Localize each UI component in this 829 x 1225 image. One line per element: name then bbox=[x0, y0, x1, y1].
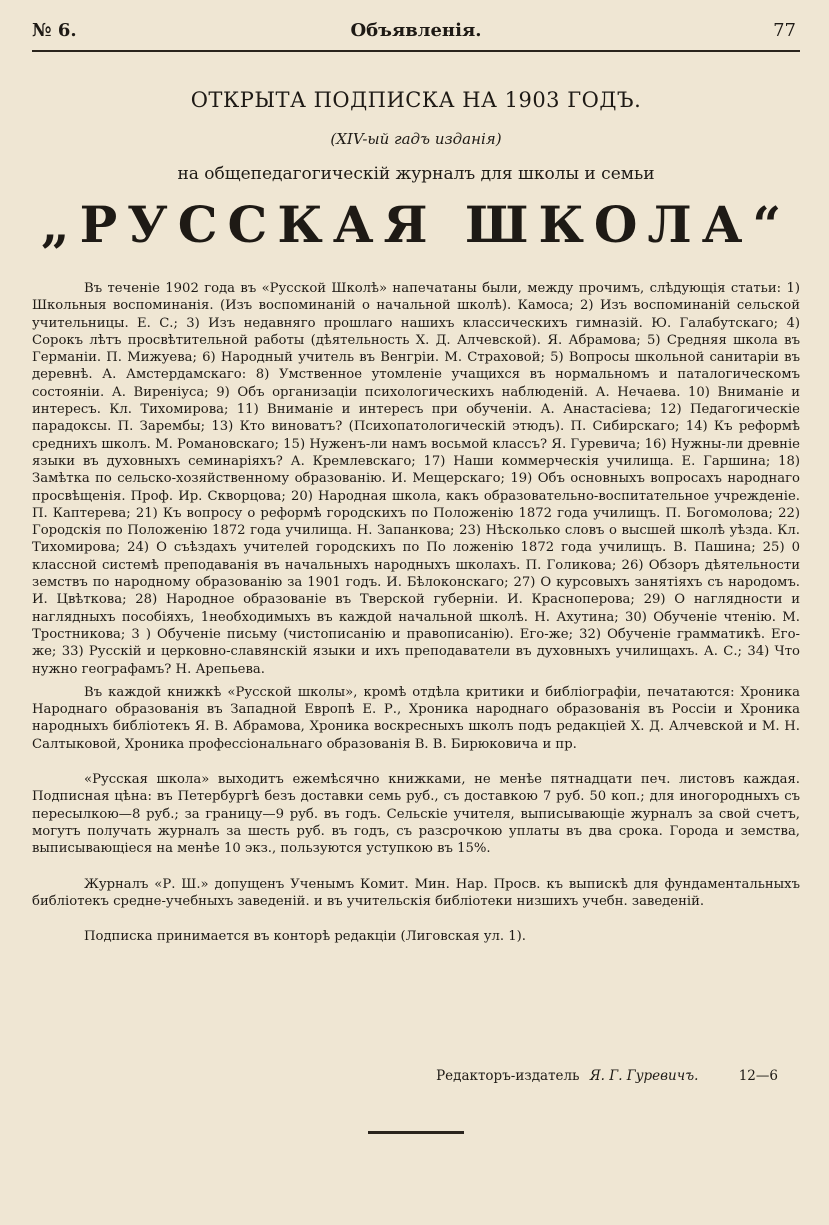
closing-rule bbox=[368, 1131, 464, 1134]
journal-page bbox=[32, 16, 800, 1206]
issue-number: № 6. bbox=[32, 20, 77, 41]
articles-paragraph: Въ теченіе 1902 года въ «Русской Школѣ» напечатаны были, между прочимъ, слѣдующія статьи: 1) Школьныя воспоминанія. (Изъ воспоминаній о начальной школѣ). Камоса; 2) Изъ воспоминаній сельской учительницы. Е. С.; 3) Изъ недавняго прошлаго нашихъ классическихъ гимназій. Ю. Галабутскаго; 4) Сорокъ лѣтъ просвѣтительной работы (дѣятельность Х. Д. Алчевской). Я. Абрамова; 5) Средняя школа въ Германіи. П. Мижуева; 6) Народный учитель въ Венгріи. М. Страховой; 5) Вопросы школьной санитаріи въ деревнѣ. А. Амстердамскаго: 8) Умственное утомленіе учащихся въ нормальномъ и паталогическомъ состояніи. А. Виреніуса; 9) Объ организаціи психологическихъ наблюденій. А. Нечаева. 10) Вниманіе и интересъ. Кл. Тихомирова; 11) Вниманіе и интересъ при обученіи. А. Анастасіева; 12) Педагогическіе парадоксы. П. Зарембы; 13) Кто виноватъ? (Психопатологическій этюдъ). П. Сибирскаго; 14) Къ реформѣ среднихъ школъ. М. Романовскаго; 15) Нуженъ-ли намъ восьмой классъ? Я. Гуревича; 16) Нужны-ли древніе языки въ духовныхъ семинаріяхъ? А. Кремлевскаго; 17) Наши коммерческія училища. Е. Гаршина; 18) Замѣтка по сельско-хозяйственному образованію. И. Мещерскаго; 19) Объ основныхъ вопросахъ народнаго просвѣщенія. Проф. Ир. Скворцова; 20) Народная школа, какъ образовательно-воспитательное учрежденіе. П. Каптерева; 21) Къ вопросу о реформѣ городскихъ по Положенію 1872 года училищъ. П. Богомолова; 22) Городскія по Положенію 1872 года училища. Н. Запанкова; 23) Нѣсколько словъ о высшей школѣ уѣзда. Кл. Тихомирова; 24) О съѣздахъ учителей городскихъ по По ложенію 1872 года училищъ. В. Пашина; 25) 0 классной системѣ преподаванія въ начальныхъ народныхъ школахъ. П. Голикова; 26) Обзоръ дѣятельности земствъ по народному образованію за 1901 годъ. И. Бѣлоконскаго; 27) О курсовыхъ занятіяхъ съ народомъ. И. Цвѣткова; 28) Народное образованіе въ Тверской губерніи. И. Красноперова; 29) О наглядности и наглядныхъ пособіяхъ, 1необходимыхъ въ каждой начальной школѣ. Н. Ахутина; 30) Обученіе чтенію. М. Тростникова; 3 ) Обученіе письму (чистописанію и правописанію). Его-же; 32) Обученіе грамматикѣ. Его-же; 33) Русскій и церковно-славянскій языки и ихъ преподаватели въ духовныхъ училищахъ. А. С.; 34) Что нужно географамъ? Н. Арепьева. bbox=[32, 281, 800, 677]
announcement-title: ОТКРЫТА ПОДПИСКА НА 1903 ГОДЪ. bbox=[190, 88, 642, 112]
announcement-body bbox=[32, 280, 800, 945]
office-paragraph: Подписка принимается въ конторѣ редакціи (Лиговская ул. 1). bbox=[84, 929, 526, 945]
chronicles-paragraph: Въ каждой книжкѣ «Русской школы», кромѣ отдѣла критики и библіографіи, печатаются: Хроника Народнаго образованія въ Западной Европѣ Е. Р., Хроника народнаго образованія въ Россіи и Хроника народныхъ библіотекъ Я. В. Абрамова, Хроника воскресныхъ школъ подъ редакціей Х. Д. Алчевской и М. Н. Салтыковой, Хроника профессіональнаго образованія В. В. Бирюковича и пр. bbox=[32, 684, 800, 752]
journal-tagline: на общепедагогическій журналъ для школы и семьи bbox=[177, 164, 655, 184]
edition-subtitle: (XIV-ый гадъ изданія) bbox=[330, 130, 502, 148]
journal-masthead: „РУССКАЯ ШКОЛА“ bbox=[40, 195, 792, 254]
editor-name: Я. Г. Гуревичъ. bbox=[589, 1068, 699, 1084]
page-number: 77 bbox=[773, 20, 796, 41]
page-header bbox=[32, 16, 800, 52]
print-code: 12—6 bbox=[738, 1068, 778, 1084]
editor-signature bbox=[436, 1068, 778, 1084]
editor-label: Редакторъ-издатель bbox=[436, 1068, 580, 1084]
section-title: Объявленія. bbox=[350, 20, 482, 41]
approval-paragraph: Журналъ «Р. Ш.» допущенъ Ученымъ Комит. Мин. Нар. Просв. къ выпискѣ для фундаментальныхъ библіотекъ средне-учебныхъ заведеній. и въ учительскія библіотеки низшихъ учебн. заведеній. bbox=[32, 876, 800, 909]
subscription-price-paragraph: «Русская школа» выходитъ ежемѣсячно книжками, не менѣе пятнадцати печ. листовъ каждая. Подписная цѣна: въ Петербургѣ безъ доставки семь руб., съ доставкою 7 руб. 50 коп.; для иногородныхъ съ пересылкою—8 руб.; за границу—9 руб. въ годъ. Сельскіе учителя, выписывающіе журналъ за свой счетъ, могутъ получать журналъ за шесть руб. въ годъ, съ разсрочкою уплаты въ два срока. Города и земства, выписывающіеся на менѣе 10 экз., пользуются уступкою въ 15%. bbox=[32, 772, 800, 857]
